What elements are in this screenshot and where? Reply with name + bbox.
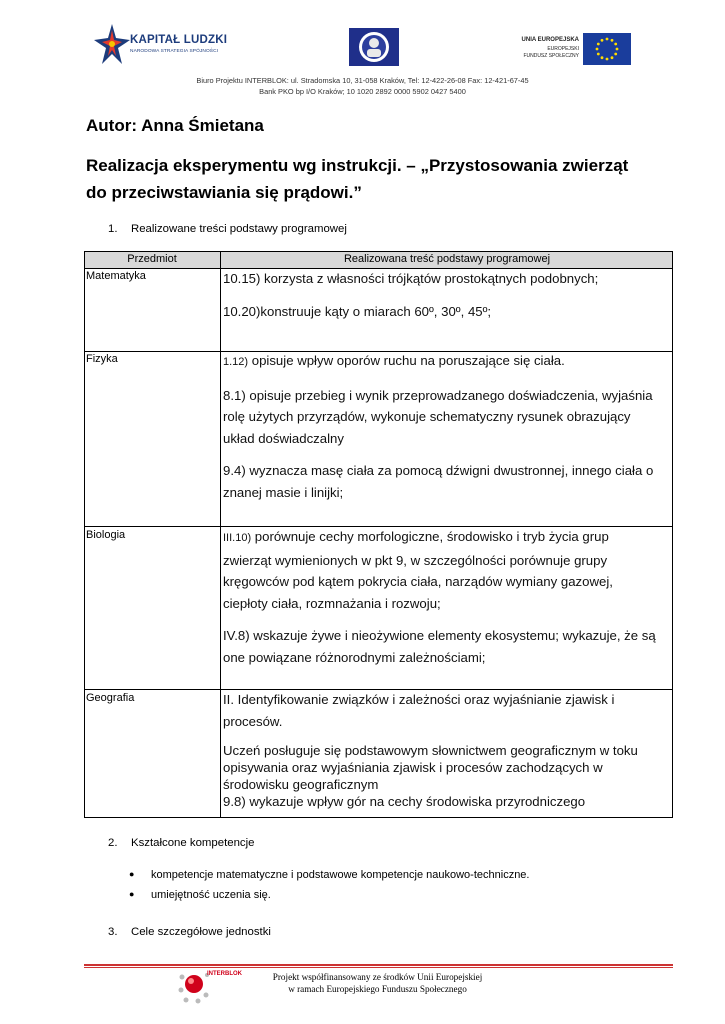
section-2-number: 2. [108, 837, 118, 849]
section-3-label: Cele szczegółowe jednostki [131, 926, 271, 938]
eu-fund-line2: FUNDUSZ SPOŁECZNY [523, 52, 579, 59]
content-line: układ doświadczalny [223, 430, 344, 446]
page-title [86, 152, 686, 206]
eu-fund-line1: EUROPEJSKI [547, 46, 579, 52]
content-line: porównuje cechy morfologiczne, środowisko i tryb życia grup [251, 529, 609, 544]
section-1-number: 1. [108, 223, 118, 235]
content-line: Uczeń posługuje się podstawowym słownictwem geograficznym w toku [223, 743, 638, 758]
section-2-label: Kształcone kompetencje [131, 837, 255, 849]
content-line: rolę użytych przyrządów, wykonuje schematyczny rysunek obrazujący [223, 409, 631, 424]
bullet-icon: ● [129, 869, 135, 879]
school-emblem-icon [349, 28, 399, 66]
table-row-subject: Biologia [86, 529, 126, 541]
table-row-content [223, 689, 669, 810]
table-border [672, 251, 673, 818]
content-line: środowisku geograficznym [223, 777, 379, 792]
eu-label: UNIA EUROPEJSKA [521, 37, 579, 43]
address-line-1: Biuro Projektu INTERBLOK: ul. Stradomska 10, 31-058 Kraków, Tel: 12-422-26-08 Fax: 12-421-67-45 [196, 76, 529, 85]
table-row-content [223, 526, 669, 668]
content-line: kręgowców pod kątem pokrycia ciała, narządów wymiany gazowej, [223, 574, 613, 589]
content-line: opisuje wpływ oporów ruchu na poruszające się ciała. [248, 353, 565, 368]
content-line: II. Identyfikowanie związków i zależności oraz wyjaśnianie zjawisk i [223, 692, 615, 707]
eu-flag-icon [583, 33, 631, 65]
content-line: 9.4) wyznacza masę ciała za pomocą dźwigni dwustronnej, innego ciała o [223, 463, 654, 478]
table-border [84, 251, 85, 818]
content-line: 10.15) korzysta z własności trójkątów prostokątnych podobnych; [223, 271, 599, 286]
content-code: III.10) [223, 532, 252, 544]
kapital-ludzki-subtitle: NARODOWA STRATEGIA SPÓJNOŚCI [130, 49, 219, 54]
footer-divider [84, 967, 673, 968]
content-line: 10.20)konstruuje kąty o miarach 60º, 30º, 45º; [223, 303, 492, 319]
footer-divider [84, 964, 673, 966]
table-border [84, 251, 673, 252]
content-line: zwierząt wymienionych w pkt 9, w szczególności porównuje grupy [223, 552, 608, 568]
content-line: ciepłoty ciała, rozmnażania i rozwoju; [223, 595, 441, 611]
bullet-icon: ● [129, 889, 135, 899]
list-item: kompetencje matematyczne i podstawowe kompetencje naukowo-techniczne. [151, 869, 530, 881]
star-logo-icon [92, 22, 132, 68]
table-header-subject: Przedmiot [84, 251, 220, 268]
curriculum-table [84, 251, 673, 818]
table-row-content [223, 268, 669, 322]
table-border [220, 251, 221, 818]
content-code: 1.12) [223, 356, 249, 368]
footer-line-1: Projekt współfinansowany ze środków Unii Europejskiej [272, 972, 483, 982]
content-line: 8.1) opisuje przebieg i wynik przeprowadzanego doświadczenia, wyjaśnia [223, 387, 653, 403]
content-line: procesów. [223, 713, 283, 729]
list-item: umiejętność uczenia się. [151, 889, 271, 901]
section-3-number: 3. [108, 926, 118, 938]
table-row-subject: Geografia [86, 692, 135, 704]
table-row-subject: Fizyka [86, 353, 118, 365]
footer-line-2: w ramach Europejskiego Funduszu Społecznego [288, 984, 467, 994]
interblok-logo-text: INTERBLOK [207, 971, 242, 977]
kapital-ludzki-title: KAPITAŁ LUDZKI [130, 34, 228, 46]
author-heading: Autor: Anna Śmietana [86, 116, 264, 135]
content-line: IV.8) wskazuje żywe i nieożywione elementy ekosystemu; wykazuje, że są [223, 628, 656, 643]
title-line-2: do przeciwstawiania się prądowi.” [86, 183, 362, 202]
eu-fund-label [513, 46, 579, 59]
content-line: one powiązane różnorodnymi zależnościami; [223, 649, 486, 665]
table-header-content: Realizowana treść podstawy programowej [221, 251, 673, 268]
table-border [84, 817, 673, 818]
content-line: opisywania oraz wyjaśniania zjawisk i procesów zachodzących w [223, 760, 603, 775]
table-row-subject: Matematyka [86, 270, 146, 282]
address-line-2: Bank PKO bp I/O Kraków; 10 1020 2892 0000 5902 0427 5400 [259, 87, 466, 96]
content-line: znanej masie i linijki; [223, 484, 344, 500]
content-line: 9.8) wykazuje wpływ gór na cechy środowiska przyrodniczego [223, 794, 586, 809]
section-1-label: Realizowane treści podstawy programowej [131, 223, 347, 235]
title-line-1: Realizacja eksperymentu wg instrukcji. – „Przystosowania zwierząt [86, 156, 629, 175]
table-row-content [223, 350, 669, 503]
